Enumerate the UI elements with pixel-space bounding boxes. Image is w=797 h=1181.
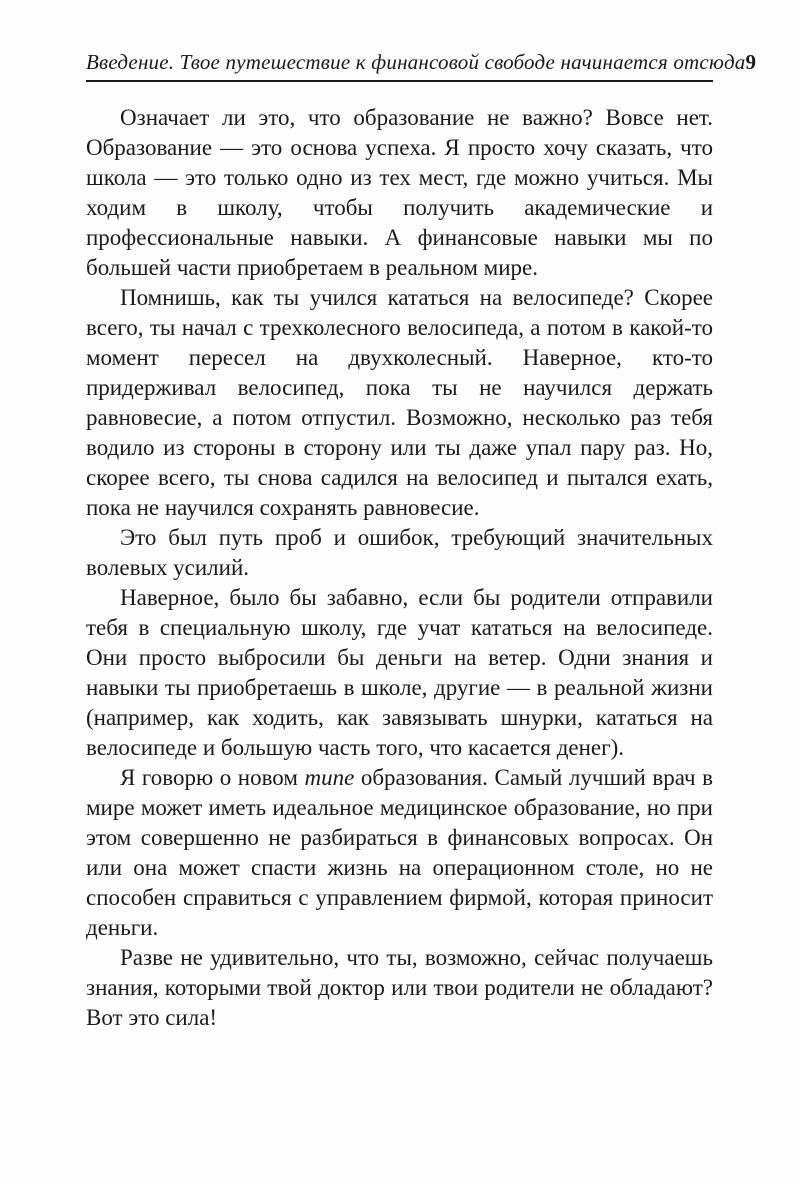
text-run: Означает ли это, что образование не важно? Вовсе нет. Образование — это основа успеха. Я просто хочу сказать, что школа — это только одно из тех мест, где можно учиться. Мы ходим в школу, чтобы получить академические и профессиональные навыки. А финансовые навыки мы по большей части приобретаем в реальном мире. <box>86 105 713 280</box>
text-run: Я говорю о новом <box>120 765 305 790</box>
text-run: Разве не удивительно, что ты, возможно, сейчас получаешь знания, которыми твой доктор или твои родители не обладают? Вот это сила! <box>86 945 713 1030</box>
text-run: Помнишь, как ты учился кататься на велосипеде? Скорее всего, ты начал с трехколесного велосипеда, а потом в какой-то момент пересел на двухколесный. Наверное, кто-то придерживал велосипед, пока ты не научился держать равновесие, а потом отпустил. Возможно, несколько раз тебя водило из стороны в сторону или ты даже упал пару раз. Но, скорее всего, ты снова садился на велосипед и пытался ехать, пока не научился сохранять равновесие. <box>86 285 713 520</box>
paragraph <box>86 283 713 523</box>
paragraph <box>86 943 713 1033</box>
paragraph <box>86 103 713 283</box>
body-text <box>86 103 713 1033</box>
text-run: Наверное, было бы забавно, если бы родители отправили тебя в специальную школу, где учат кататься на велосипеде. Они просто выбросили бы деньги на ветер. Одни знания и навыки ты приобретаешь в школе, другие — в реальной жизни (например, как ходить, как завязывать шнурки, кататься на велосипеде и большую часть того, что касается денег). <box>86 585 713 760</box>
emphasized-text: типе <box>304 765 355 790</box>
text-run: образования. Самый лучший врач в мире может иметь идеальное медицинское образование, но при этом совершенно не разбираться в финансовых вопросах. Он или она может спасти жизнь на операционном столе, но не способен справиться с управлением фирмой, которая приносит деньги. <box>86 765 713 940</box>
paragraph <box>86 763 713 943</box>
running-title: Введение. Твое путешествие к финансовой свободе начинается отсюда <box>86 50 746 74</box>
paragraph <box>86 523 713 583</box>
running-header <box>86 50 756 82</box>
text-run: Это был путь проб и ошибок, требующий значительных волевых усилий. <box>86 525 713 580</box>
page-number: 9 <box>745 50 756 74</box>
paragraph <box>86 583 713 763</box>
